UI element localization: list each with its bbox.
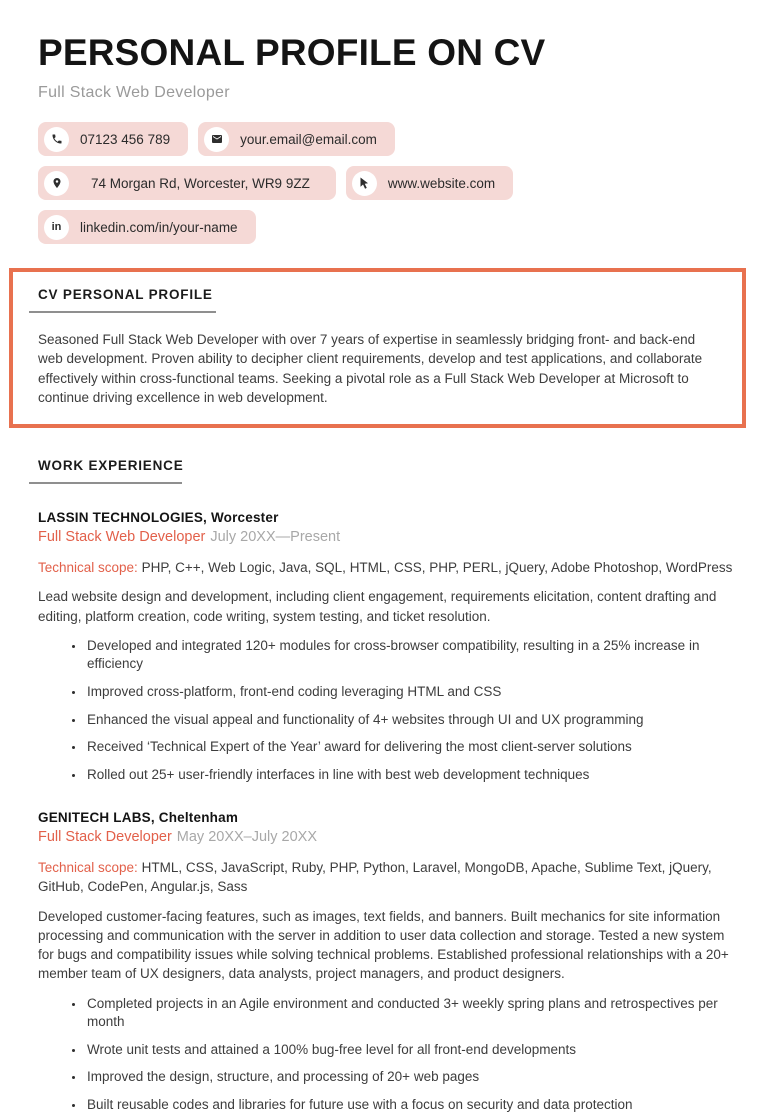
contact-website-text: www.website.com [387,175,496,191]
job-entry-lassin [38,510,734,784]
contact-pill-email[interactable] [198,122,395,156]
contact-pill-address[interactable] [38,166,336,200]
cursor-icon [352,171,377,196]
job-entry-genitech [38,810,734,1114]
job-bullet: • Enhanced the visual appeal and functionality of 4+ websites through UI and UX programming [85,711,734,729]
tech-scope-label: Technical scope: [38,860,138,876]
profile-section-heading: CV PERSONAL PROFILE [38,287,213,302]
page-title: PERSONAL PROFILE ON CV [38,32,546,73]
contact-address-text: 74 Morgan Rd, Worcester, WR9 9ZZ [91,175,310,191]
experience-section-heading: WORK EXPERIENCE [38,458,184,474]
contact-email-text: your.email@email.com [240,131,377,147]
contact-bar [38,122,698,244]
profile-section [9,268,746,428]
job-bullet-list [38,637,734,784]
page-subtitle: Full Stack Web Developer [38,84,230,101]
phone-icon [44,127,69,152]
job-summary: Lead website design and development, including client engagement, requirements elicitation, content drafting and editing, platform creation, code writing, system testing, and ticket resolution. [38,589,717,624]
envelope-icon [204,127,229,152]
job-bullet: • Developed and integrated 120+ modules for cross-browser compatibility, resulting in a 25% increase in efficiency [85,637,734,673]
job-bullet-list [38,995,734,1114]
job-tech-scope [38,558,734,577]
contact-pill-linkedin[interactable] [38,210,256,244]
contact-linkedin-text: linkedin.com/in/your-name [80,219,238,235]
experience-section [38,458,734,1114]
tech-scope-list: PHP, C++, Web Logic, Java, SQL, HTML, CSS, PHP, PERL, jQuery, Adobe Photoshop, WordPress [141,560,733,576]
job-bullet: • Completed projects in an Agile environment and conducted 3+ weekly spring plans and retrospectives per month [85,995,734,1031]
job-title-line [38,829,734,845]
job-company: LASSIN TECHNOLOGIES, Worcester [38,510,279,526]
job-summary: Developed customer-facing features, such as images, text fields, and banners. Built mechanics for site information processing and communication with the server in addition to user data collection and storage. Tested a new system for bugs and compatibility issues while solving technical problems. Established professional relationships with a 20+ member team of UX designers, data analysts, project managers, and product designers. [38,908,729,982]
heading-underline [29,311,216,313]
location-pin-icon [44,171,69,196]
job-company: GENITECH LABS, Cheltenham [38,810,239,826]
job-bullet: • Wrote unit tests and attained a 100% bug-free level for all front-end developments [85,1041,734,1059]
contact-phone-text: 07123 456 789 [80,131,171,147]
job-bullet: • Rolled out 25+ user-friendly interfaces in line with best web development techniques [85,766,734,784]
job-title-line [38,529,734,545]
contact-pill-phone[interactable] [38,122,188,156]
job-bullet: • Improved cross-platform, front-end coding leveraging HTML and CSS [85,683,734,701]
linkedin-icon: in [44,215,69,240]
job-title: Full Stack Web Developer [38,529,206,546]
job-dates: July 20XX—Present [210,529,341,546]
tech-scope-label: Technical scope: [38,560,138,576]
contact-pill-website[interactable] [346,166,513,200]
job-bullet: • Built reusable codes and libraries for future use with a focus on security and data protection [85,1096,734,1114]
tech-scope-list: HTML, CSS, JavaScript, Ruby, PHP, Python, Laravel, MongoDB, Apache, Sublime Text, jQuery, GitHub, CodePen, Angular.js, Sass [38,860,712,895]
heading-underline [29,482,182,484]
profile-body-text: Seasoned Full Stack Web Developer with over 7 years of expertise in seamlessly bridging front- and back-end web development. Proven ability to decipher client requirements, develop and test applications, and collaborate effectively within cross-functional teams. Seeking a pivotal role as a Full Stack Web Developer at Microsoft to continue driving excellence in web development. [38,332,703,405]
job-bullet: • Received ‘Technical Expert of the Year’ award for delivering the most client-server solutions [85,738,734,756]
job-title: Full Stack Developer [38,829,172,846]
job-tech-scope [38,858,734,896]
job-bullet: • Improved the design, structure, and processing of 20+ web pages [85,1068,734,1086]
job-dates: May 20XX–July 20XX [176,829,318,846]
